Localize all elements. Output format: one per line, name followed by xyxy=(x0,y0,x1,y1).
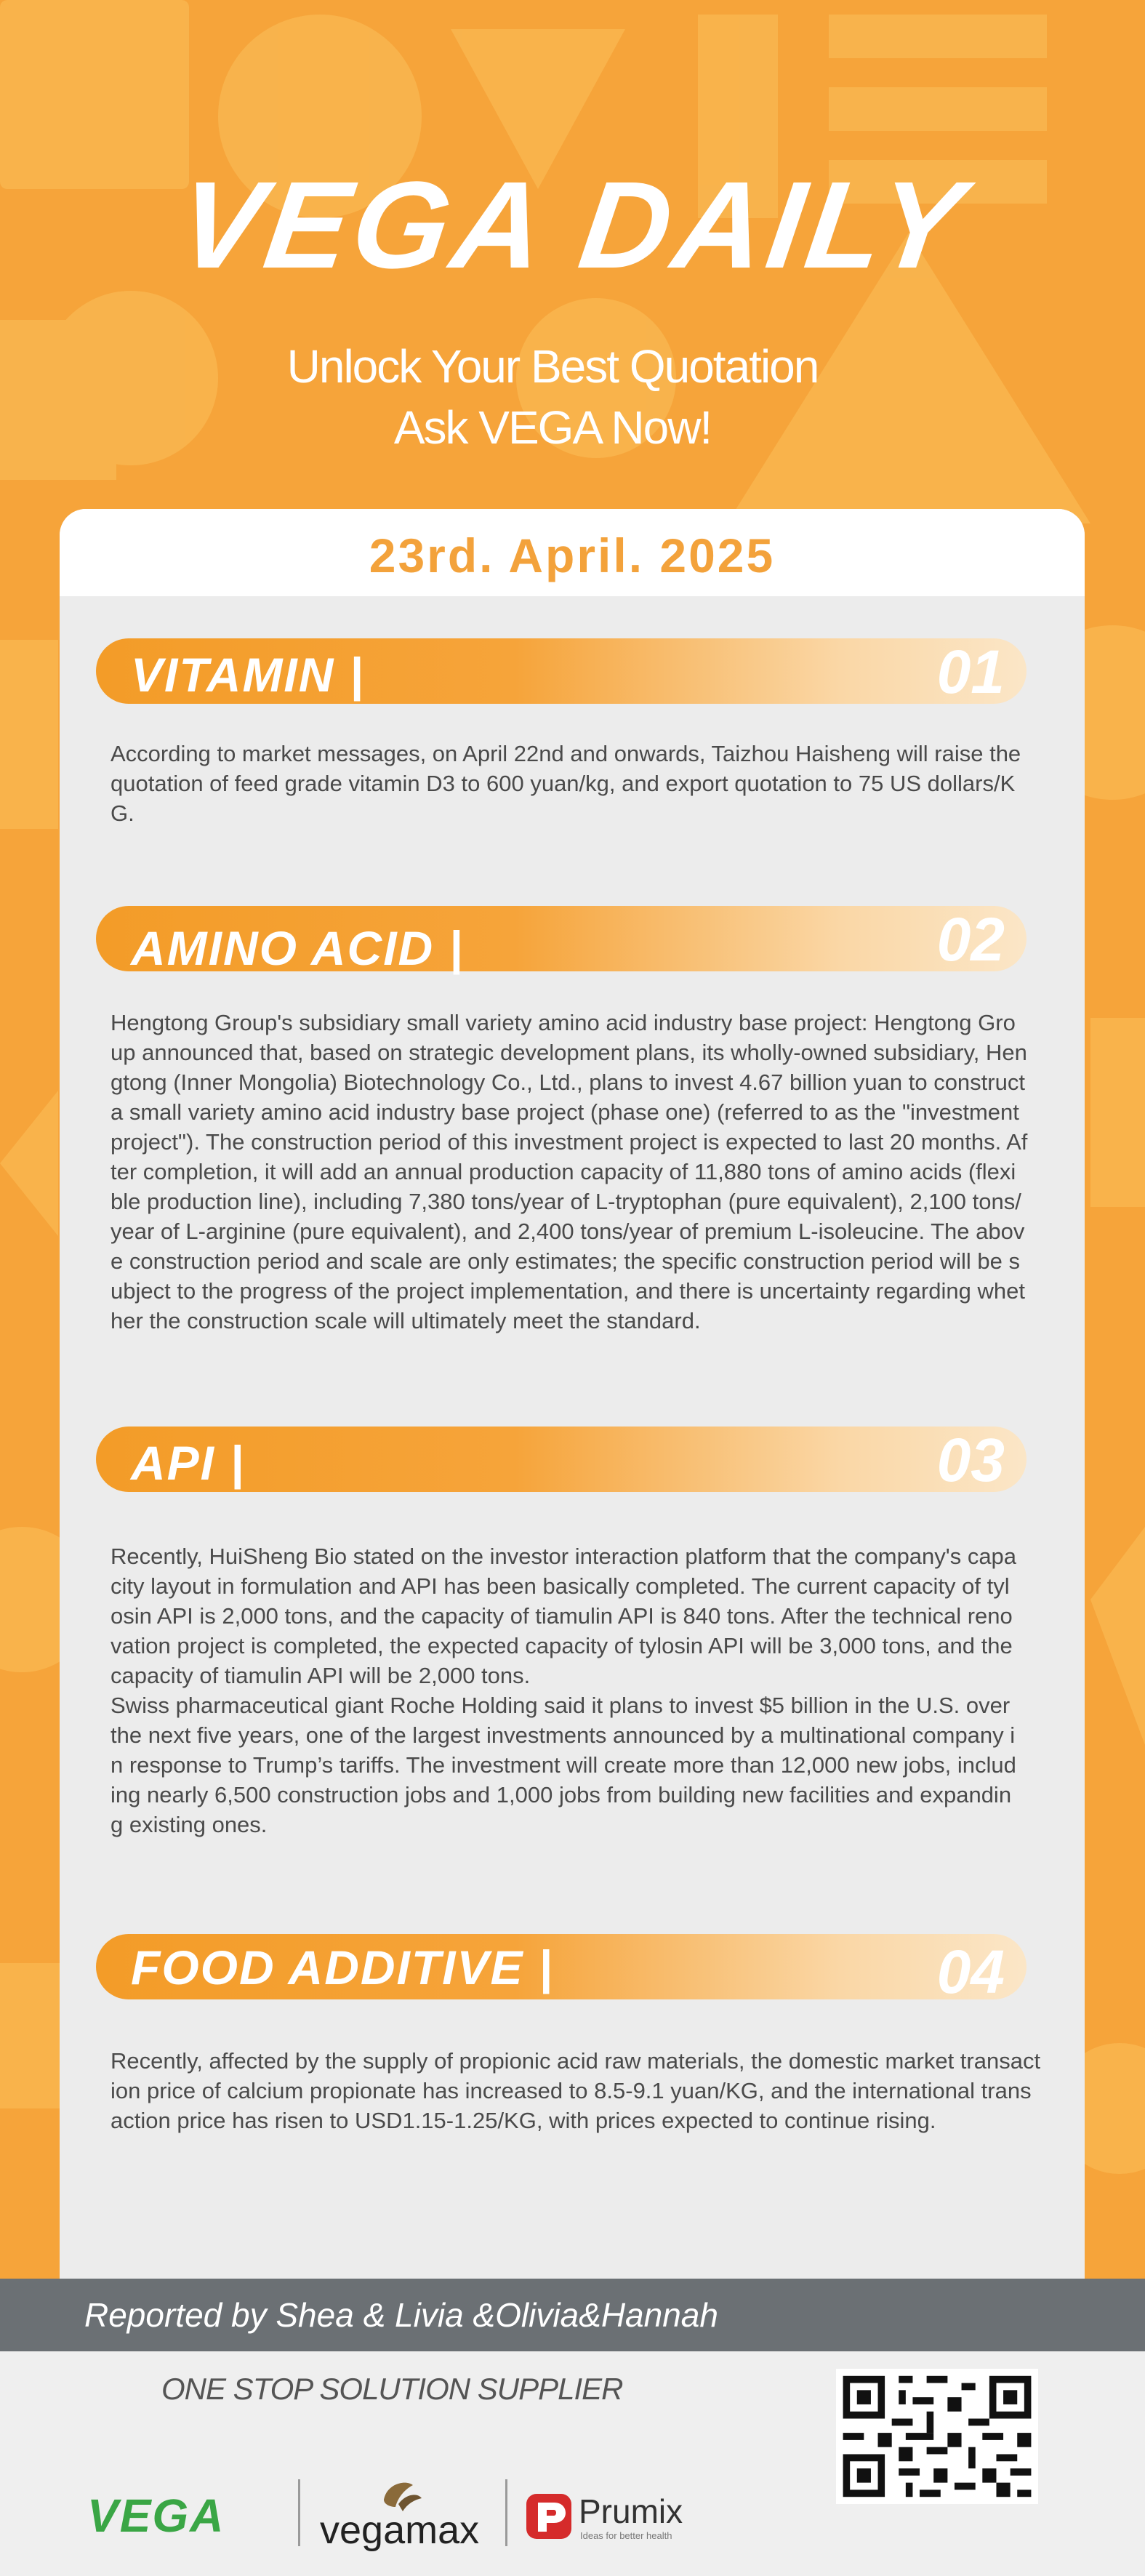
section-body-food-additive xyxy=(111,2046,1041,2135)
section-number: 01 xyxy=(936,638,1005,706)
paragraph: Recently, affected by the supply of propionic acid raw materials, the domestic market transaction price of calcium propionate has increased to 8.5-9.1 yuan/KG, and the international transaction price has risen to USD1.15-1.25/KG, with prices expected to continue rising. xyxy=(111,2048,1041,2133)
section-header-vitamin xyxy=(96,638,1027,704)
section-header-api xyxy=(96,1427,1027,1492)
section-number: 03 xyxy=(936,1426,1005,1494)
page-title: VEGA DAILY xyxy=(170,156,975,294)
prumix-logo xyxy=(525,2481,707,2552)
section-body-api xyxy=(111,1541,1018,1839)
vega-logo xyxy=(87,2487,284,2545)
section-title: AMINO ACID | xyxy=(131,921,464,975)
paragraph: According to market messages, on April 22nd and onwards, Taizhou Haisheng will raise the quotation of feed grade vitamin D3 to 600 yuan/kg, and export quotation to 75 US dollars/KG. xyxy=(111,741,1021,826)
section-number: 02 xyxy=(936,905,1005,974)
vegamax-leaf-icon xyxy=(384,2483,422,2511)
prumix-logo-text: Prumix xyxy=(579,2492,683,2530)
slogan: ONE STOP SOLUTION SUPPLIER xyxy=(161,2372,623,2406)
section-header-amino-acid xyxy=(96,905,1027,975)
vegamax-logo-text: vegamax xyxy=(320,2508,480,2552)
prumix-logo-subtitle: Ideas for better health xyxy=(580,2530,672,2541)
qr-code-icon[interactable] xyxy=(836,2369,1038,2504)
section-title: API | xyxy=(131,1436,245,1490)
tagline-line-2: Ask VEGA Now! xyxy=(393,401,712,454)
section-body-vitamin xyxy=(111,739,1034,828)
prumix-mark-icon xyxy=(526,2494,571,2539)
section-body-amino-acid xyxy=(111,1008,1028,1336)
logo-divider xyxy=(298,2479,300,2546)
section-header-food-additive xyxy=(96,1934,1027,2006)
date-label: 23rd. April. 2025 xyxy=(60,509,1085,596)
section-number: 04 xyxy=(936,1938,1005,2006)
paragraph: Swiss pharmaceutical giant Roche Holding said it plans to invest $5 billion in the U.S. over the next five years, one of the largest investments announced by a multinational company in response to Trump’s tariffs. The investment will create more than 12,000 new jobs, including nearly 6,500 construction jobs and 1,000 jobs from building new facilities and expanding existing ones. xyxy=(111,1693,1016,1837)
logo-divider xyxy=(505,2479,507,2546)
section-title: FOOD ADDITIVE | xyxy=(131,1941,554,1994)
section-title: VITAMIN | xyxy=(131,648,365,702)
vega-logo-text: VEGA xyxy=(87,2489,225,2542)
vegamax-logo xyxy=(318,2472,493,2552)
paragraph: Recently, HuiSheng Bio stated on the investor interaction platform that the company's capacity layout in formulation and API has been basically completed. The current capacity of tylosin API is 2,000 tons, and the capacity of tiamulin API is 840 tons. After the technical renovation project is completed, the expected capacity of tylosin API will be 3,000 tons, and the capacity of tiamulin API will be 2,000 tons. xyxy=(111,1544,1017,1688)
tagline-line-1: Unlock Your Best Quotation xyxy=(286,340,819,393)
paragraph: Hengtong Group's subsidiary small variety amino acid industry base project: Hengtong Group announced that, based on strategic development plans, its wholly-owned subsidiary, Hengtong (Inner Mongolia) Biotechnology Co., Ltd., plans to invest 4.67 billion yuan to construct a small variety amino acid industry base project (phase one) (referred to as the "investment project"). The construction period of this investment project is expected to last 20 months. After completion, it will add an annual production capacity of 11,880 tons of amino acids (flexible production line), including 7,380 tons/year of L-tryptophan (pure equivalent), 2,100 tons/year of L-arginine (pure equivalent), and 2,400 tons/year of premium L-isoleucine. The above construction period and scale are only estimates; the specific construction period will be subject to the progress of the project implementation, and there is uncertainty regarding whether the construction scale will ultimately meet the standard. xyxy=(111,1010,1028,1333)
reporter-credit: Reported by Shea & Livia &Olivia&Hannah xyxy=(84,2296,718,2334)
